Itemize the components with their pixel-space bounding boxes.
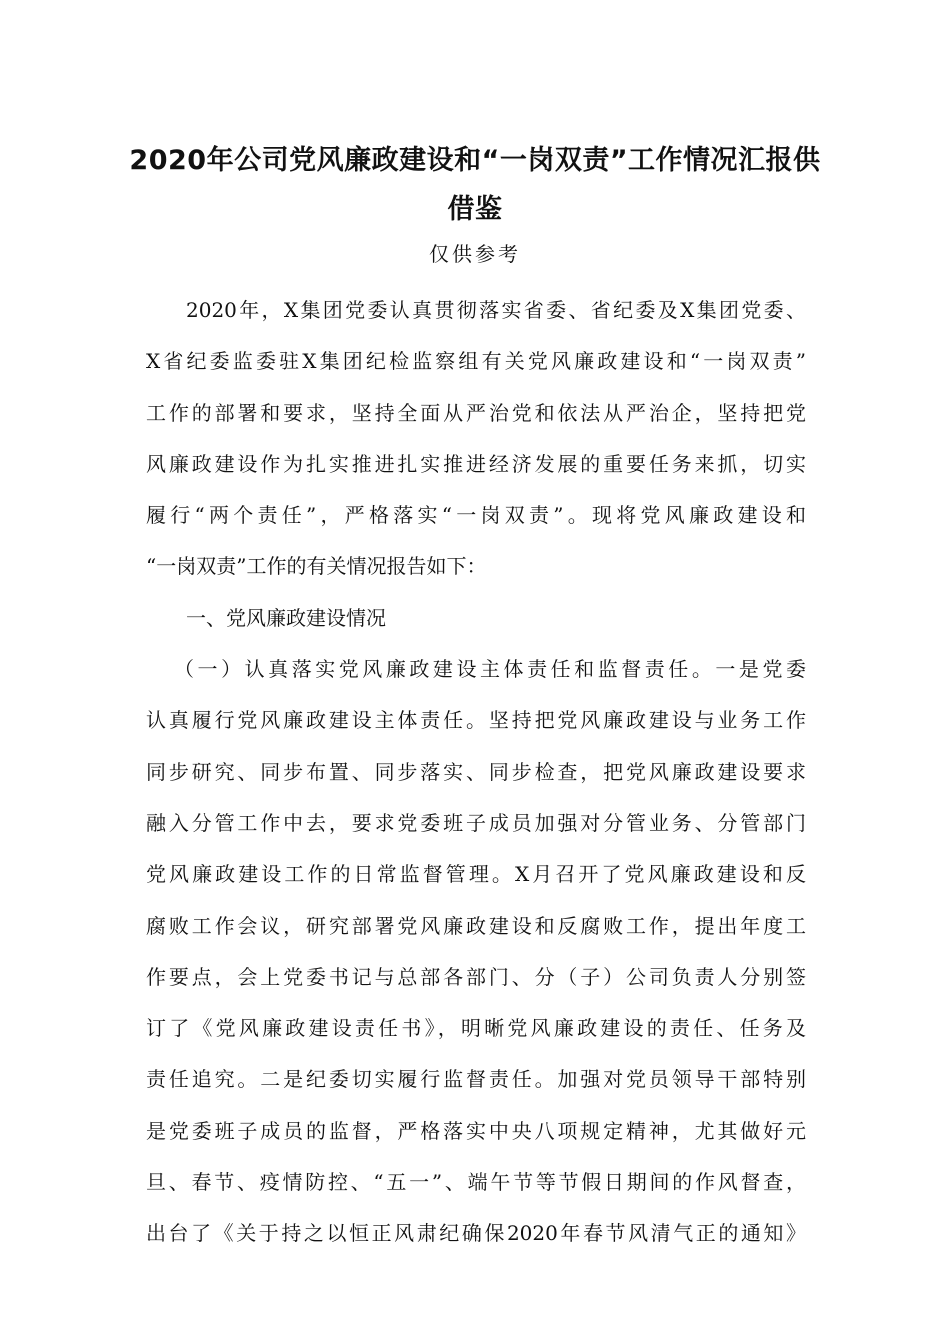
paragraph-2-line-1: （一）认真落实党风廉政建设主体责任和监督责任。一是党委: [174, 657, 806, 682]
paragraph-1-line-1: 2020年，X集团党委认真贯彻落实省委、省纪委及X集团党委、: [186, 298, 806, 322]
paragraph-1-line-2: X省纪委监委驻X集团纪检监察组有关党风廉政建设和“一岗双责”: [146, 349, 806, 374]
paragraph-2-line-10: 是党委班子成员的监督，严格落实中央八项规定精神，尤其做好元: [146, 1118, 806, 1143]
paragraph-2-line-6: 腐败工作会议，研究部署党风廉政建设和反腐败工作，提出年度工: [146, 913, 806, 938]
paragraph-2-line-5: 党风廉政建设工作的日常监督管理。X月召开了党风廉政建设和反: [146, 862, 806, 887]
paragraph-2-line-4: 融入分管工作中去，要求党委班子成员加强对分管业务、分管部门: [146, 810, 806, 835]
paragraph-2-line-3: 同步研究、同步布置、同步落实、同步检查，把党风廉政建设要求: [146, 759, 806, 784]
document-subtitle: 仅供参考: [429, 242, 521, 266]
paragraph-1-line-6: “一岗双责”工作的有关情况报告如下：: [146, 554, 487, 579]
paragraph-2-line-7: 作要点，会上党委书记与总部各部门、分（子）公司负责人分别签: [146, 964, 806, 989]
paragraph-1-line-3: 工作的部署和要求，坚持全面从严治党和依法从严治企，坚持把党: [146, 400, 806, 425]
paragraph-2-line-2: 认真履行党风廉政建设主体责任。坚持把党风廉政建设与业务工作: [146, 708, 806, 733]
document-title-line-1: 2020年公司党风廉政建设和“一岗双责”工作情况汇报供: [129, 145, 821, 176]
paragraph-2-line-12: 出台了《关于持之以恒正风肃纪确保2020年春节风清气正的通知》: [146, 1221, 806, 1246]
paragraph-2-line-9: 责任追究。二是纪委切实履行监督责任。加强对党员领导干部特别: [146, 1067, 806, 1092]
section-heading-1: 一、党风廉政建设情况: [186, 605, 386, 630]
paragraph-1-line-5: 履行“两个责任”，严格落实“一岗双责”。现将党风廉政建设和: [146, 503, 806, 528]
paragraph-2-line-11: 旦、春节、疫情防控、“五一”、端午节等节假日期间的作风督查，: [146, 1170, 806, 1195]
paragraph-1-line-4: 风廉政建设作为扎实推进扎实推进经济发展的重要任务来抓，切实: [146, 451, 806, 476]
paragraph-2-line-8: 订了《党风廉政建设责任书》，明晰党风廉政建设的责任、任务及: [146, 1016, 806, 1041]
document-body: [146, 285, 806, 1260]
document-title-line-2: 借鉴: [447, 194, 503, 225]
